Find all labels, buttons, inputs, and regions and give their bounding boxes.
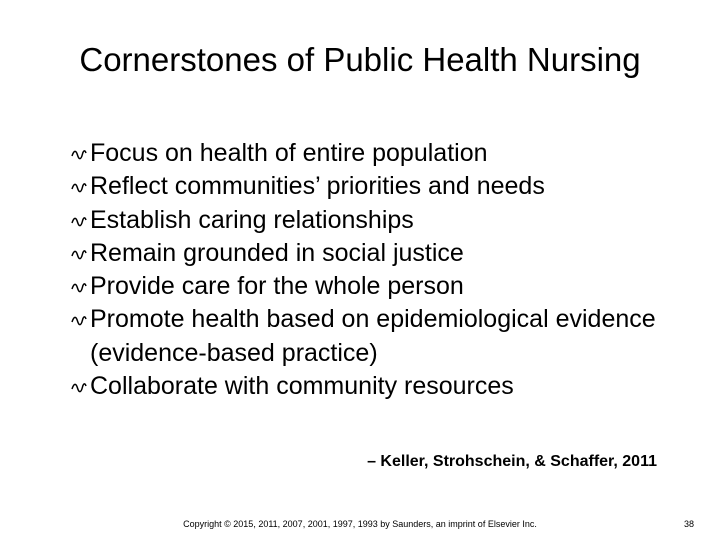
slide-title: Cornerstones of Public Health Nursing	[79, 41, 641, 78]
bullet-text: Remain grounded in social justice	[90, 238, 464, 267]
wave-bullet-icon	[71, 247, 87, 261]
bullet-item	[0, 370, 720, 403]
bullet-item	[0, 137, 720, 170]
slide-number: 38	[683, 519, 694, 529]
attribution: – Keller, Strohschein, & Schaffer, 2011	[367, 453, 657, 470]
bullet-text: Promote health based on epidemiological evidence (evidence-based practice)	[90, 305, 656, 367]
wave-bullet-icon	[71, 380, 87, 394]
copyright-notice: Copyright © 2015, 2011, 2007, 2001, 1997, 1993 by Saunders, an imprint of Elsevier Inc.	[183, 519, 537, 529]
wave-bullet-icon	[71, 313, 87, 327]
bullet-item	[0, 270, 720, 303]
bullet-text: Reflect communities’ priorities and needs	[90, 172, 545, 201]
bullet-text: Focus on health of entire population	[90, 139, 488, 167]
wave-bullet-icon	[71, 147, 87, 161]
wave-bullet-icon	[71, 280, 87, 294]
bullet-item	[0, 170, 720, 203]
wave-bullet-icon	[71, 214, 87, 228]
bullet-item	[0, 303, 720, 370]
bullet-item	[0, 204, 720, 237]
bullet-item	[0, 237, 720, 270]
wave-bullet-icon	[71, 180, 87, 194]
bullet-text: Establish caring relationships	[90, 205, 414, 234]
bullet-list	[0, 137, 720, 403]
bullet-text: Collaborate with community resources	[90, 372, 514, 401]
bullet-text: Provide care for the whole person	[90, 272, 464, 301]
